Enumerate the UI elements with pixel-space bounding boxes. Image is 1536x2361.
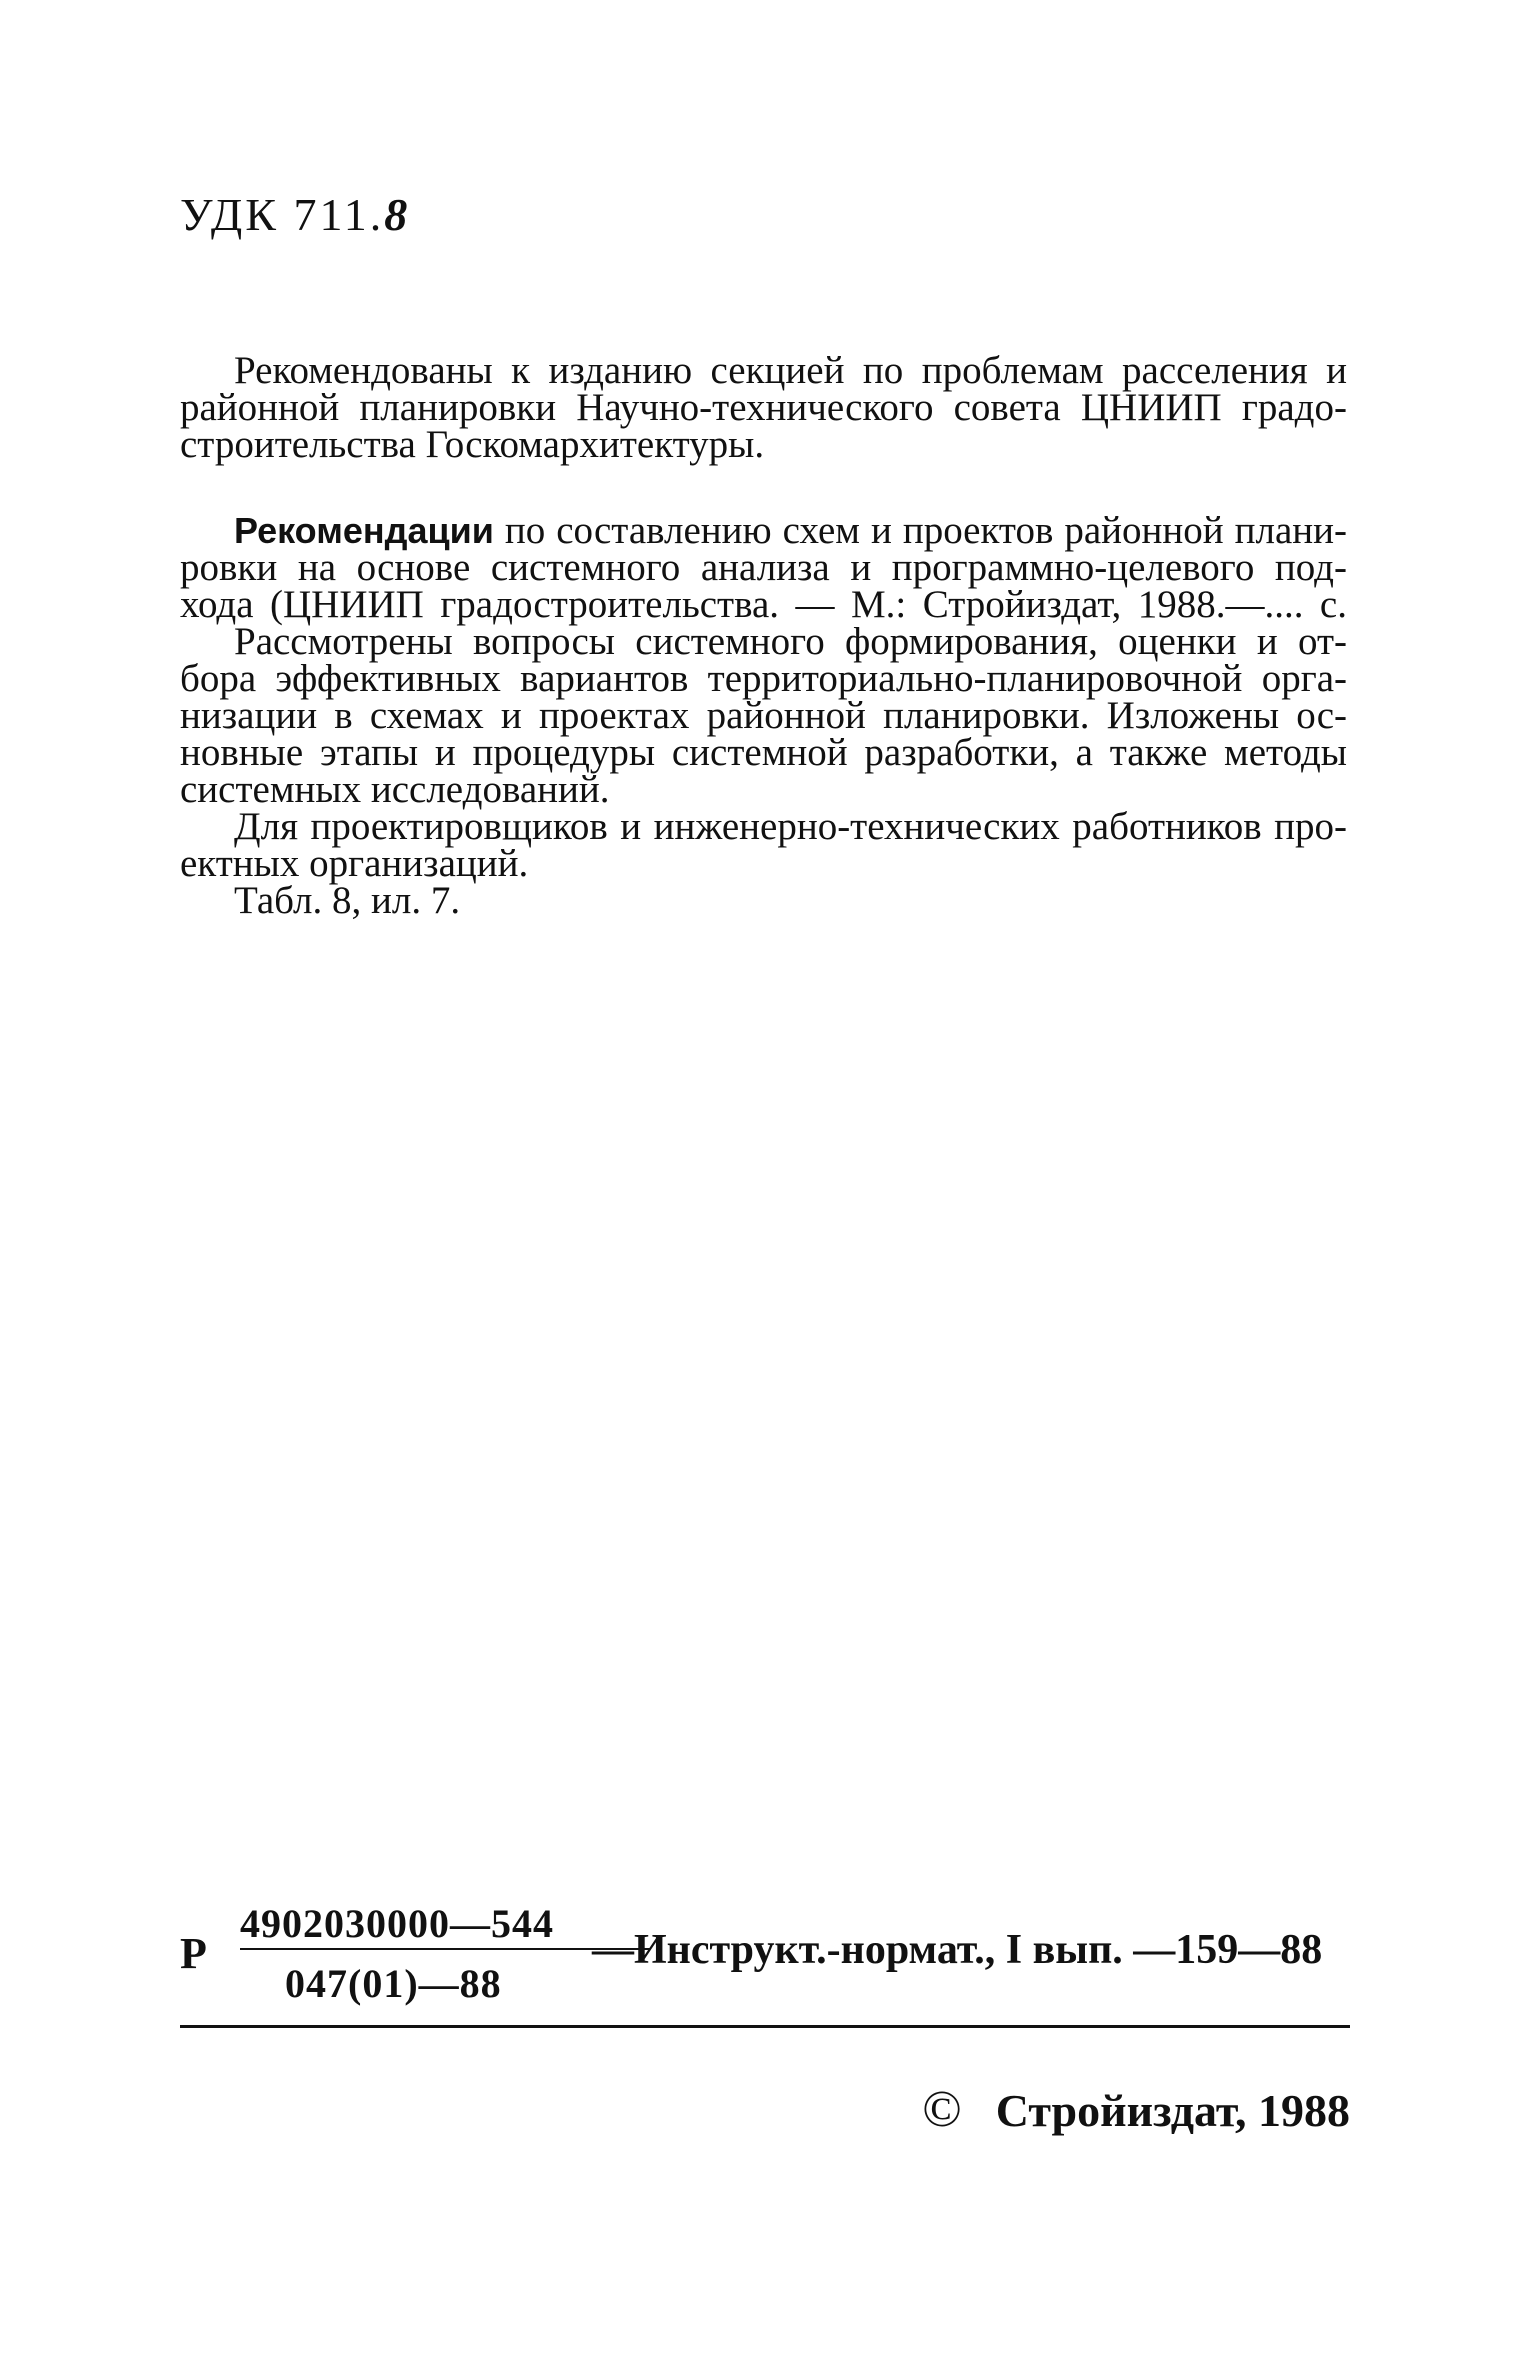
- abstract-line: Табл. 8, ил. 7.: [234, 879, 461, 922]
- abstract-first-line-rest: по составлению схем и проектов районной плани-: [493, 509, 1347, 552]
- index-numerator: 4902030000—544: [240, 1901, 554, 1946]
- index-letter: Р: [180, 1929, 207, 1978]
- abstract-line: бора эффективных вариантов территориально-планировочной орга-: [180, 657, 1347, 700]
- abstract-line: системных исследований.: [180, 768, 610, 811]
- recommendation-note: [180, 349, 1347, 466]
- udk-label: УДК 711.: [180, 189, 385, 240]
- index-denominator: 047(01)—88: [285, 1961, 502, 2006]
- abstract-line: [180, 509, 1347, 552]
- index-tail: —Инструкт.-нормат., I вып. —159—88: [592, 1927, 1323, 1973]
- copyright-line: [922, 2080, 1350, 2139]
- abstract-line: хода (ЦНИИП градостроительства. — М.: Стройиздат, 1988.—.... с.: [180, 583, 1347, 626]
- abstract-line: ектных организаций.: [180, 842, 529, 885]
- copyright-text: Стройиздат, 1988: [995, 2085, 1350, 2136]
- abstract-line: Для проектировщиков и инженерно-технических работников про-: [234, 805, 1347, 848]
- publication-index: [180, 1900, 1350, 2010]
- abstract-line: новные этапы и процедуры системной разработки, а также методы: [180, 731, 1347, 774]
- abstract-line: низации в схемах и проектах районной планировки. Изложены ос-: [180, 694, 1347, 737]
- copyright-icon: ©: [922, 2081, 962, 2138]
- note-line: Рекомендованы к изданию секцией по проблемам расселения и: [234, 349, 1347, 392]
- note-line: районной планировки Научно-технического совета ЦНИИП градо-: [180, 386, 1347, 429]
- abstract-line: ровки на основе системного анализа и программно-целевого под-: [180, 546, 1347, 589]
- index-fraction-rule: [240, 1948, 650, 1950]
- udk-handwritten-mark: 8: [384, 189, 411, 240]
- footer-divider: [180, 2025, 1350, 2028]
- udk-code: [180, 188, 410, 241]
- note-line: строительства Госкомархитектуры.: [180, 423, 765, 466]
- abstract-line: Рассмотрены вопросы системного формирования, оценки и от-: [234, 620, 1347, 663]
- abstract: [180, 509, 1347, 922]
- abstract-bold-lead: Рекомендации: [234, 510, 494, 551]
- index-tail-text: Инструкт.-нормат., I вып. —159—88: [634, 1927, 1323, 1973]
